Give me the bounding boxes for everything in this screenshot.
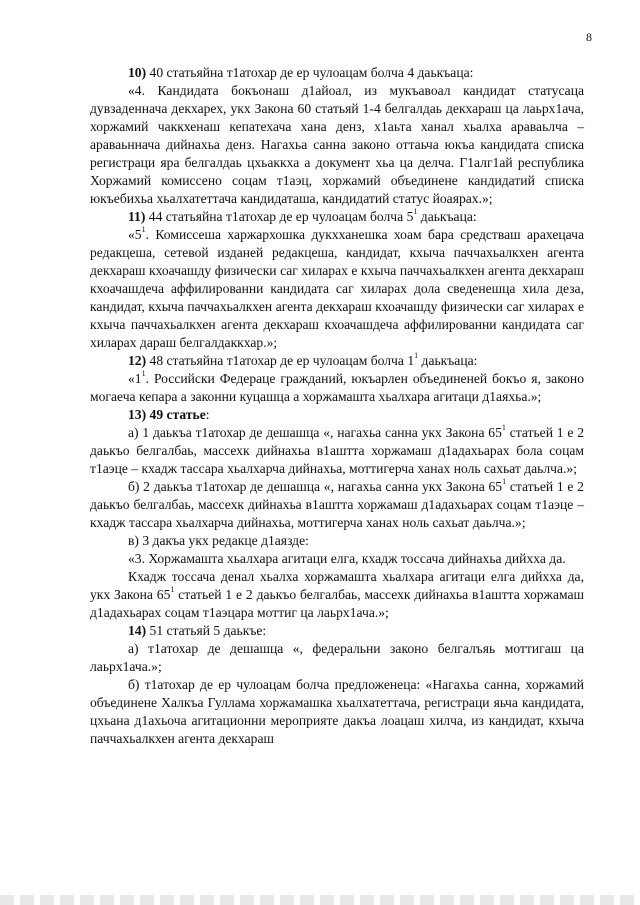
- superscript: 1: [141, 369, 146, 379]
- paragraph-text-cont: даькъаца:: [418, 353, 478, 368]
- paragraph-text: «5: [128, 227, 142, 242]
- paragraph: [90, 424, 584, 478]
- item-number: 12): [128, 353, 147, 368]
- paragraph: [90, 478, 584, 532]
- superscript: 1: [414, 351, 419, 361]
- paragraph-text: а) 1 даькъа т1атохар де дешашца «, нагахьа санна укх Закона 65: [128, 425, 502, 440]
- paragraph: [90, 676, 584, 748]
- paragraph-text: «3. Хоржамашта хьалхара агитаци елга, кхадж тоссача дийнахьа дийхха да.: [128, 551, 566, 566]
- superscript: 1: [502, 477, 507, 487]
- paragraph: [90, 352, 584, 370]
- paragraph-text: 40 статьяйна т1атохар де ер чулоацам болча 4 даькъаца:: [146, 65, 474, 80]
- paragraph: [90, 82, 584, 208]
- paragraph-text-cont: даькъаца:: [417, 209, 477, 224]
- paragraph: [90, 208, 584, 226]
- paragraph: [90, 640, 584, 676]
- superscript: 1: [413, 207, 418, 217]
- superscript: 1: [170, 585, 175, 595]
- paragraph-text: Кхадж тоссача денал хьалха хоржамашта хьалхара агитаци елга дийхха да, укх Закона 65: [90, 569, 584, 602]
- paragraph-text: б) 2 даькъа т1атохар де дешашца «, нагахьа санна укх Закона 65: [128, 479, 503, 494]
- item-number: 13) 49 статье: [128, 407, 206, 422]
- item-number: 10): [128, 65, 147, 80]
- paragraph: [90, 532, 584, 550]
- paragraph-text: а) т1атохар де дешашца «, федеральни законо белгалъяь моттигаш ца лаьрх1ача.»;: [90, 641, 584, 674]
- paragraph-text-cont: . Комиссеша харжархошка дукхханешка хоам бара средстваш арахецача редакцеша, сетевой изданей редакцеша, кандидат, кхыча паччахьалкхен агента декхараш кхоачашду физически саг хиларах е кхыча паччахьалкхен агента декхараш кхоачашдеча аффилированни кандидата саг хиларах дола сведенешца хила деза, кандидат, кхыча паччахьалкхен агента декхараш кхоачашду физически саг хиларах е кхыча паччахьалкхен агента декхараш кхоачашдеча аффилированни кандидата саг хиларах дараш белгалдаккхар.»;: [90, 227, 584, 350]
- paragraph-text: :: [205, 407, 210, 422]
- paragraph-text: 51 статьяй 5 даькъе:: [146, 623, 267, 638]
- paragraph-text-cont: статьей 1 е 2 даькъо белгалбаь, массехк дийнахьа в1аштта хоржамаш д1адахьарах соцам т1аэцара моттиг ца лаьрх1ача.»;: [90, 587, 584, 620]
- item-number: 11): [128, 209, 146, 224]
- paragraph-text: «1: [128, 371, 142, 386]
- scan-edge-artifact: [0, 895, 640, 905]
- paragraph: [90, 370, 584, 406]
- paragraph: [90, 550, 584, 568]
- paragraph-text-cont: . Российски Федераце гражданий, юкъарлен объединеней бокъо я, законо могаеча кепара а законни куцашца а хоржамашта хьалхара агитаци д1аяхьа.»;: [90, 371, 584, 404]
- paragraph-text: 48 статьяйна т1атохар де ер чулоацам болча 1: [146, 353, 415, 368]
- paragraph: [90, 568, 584, 622]
- paragraph-text-cont: статьей 1 е 2 даькъо белгалбаь, массехк дийнахьа в1аштта хоржамаш д1адахьарах соцам т1аэце – кхадж тассара хьалхарча дийнахьа, моттигерча ханах ноль сахьат даьлча.»;: [90, 479, 584, 530]
- paragraph-text: б) т1атохар де ер чулоацам болча предложенеца: «Нагахьа санна, хоржамий объединене Халкъа Гуллама хоржамашка хьалхатеттача, регистраци яьча кандидата, цхьана д1ахьоча агитационни мероприяте дакъа лоацаш хилча, из кандидат, кхыча паччахьалкхен агента декхараш: [90, 677, 584, 746]
- page-number: 8: [586, 30, 592, 44]
- paragraph: [90, 64, 584, 82]
- paragraph: [90, 622, 584, 640]
- superscript: 1: [141, 225, 146, 235]
- paragraph-text: 44 статьяйна т1атохар де ер чулоацам болча 5: [145, 209, 414, 224]
- paragraph-text: «4. Кандидата бокъонаш д1айоал, из мукъавоал кандидат статусаца дувзаденнача декхарех, укх Закона 60 статьяй 1-4 белгалдаь декхараш ца лаьрх1ача, хоржамий чаккхенаш кепатехача хана денз, х1аьта ханал хьалха араваьлча – араваьннача дийнахьа денз. Нагахьа санна законо оттаьча юкъа кандидата списка регистраци яра белгалдаь цхьаккха а документ хьа ца делча. Г1алг1ай республика Хоржамий комиссено соцам т1аэц, хоржамий объединене кандидатий списка юкъебихьа хьалхатеттача кандидаташа, кандидатий статус йоаярах.»;: [90, 83, 584, 206]
- superscript: 1: [501, 423, 506, 433]
- paragraph: [90, 406, 584, 424]
- paragraph-text: в) 3 дакъа укх редакце д1аязде:: [128, 533, 309, 548]
- item-number: 14): [128, 623, 147, 638]
- document-body: [90, 64, 584, 748]
- paragraph: [90, 226, 584, 352]
- paragraph-text-cont: статьей 1 е 2 даькъо белгалбаь, массехк дийнахьа в1аштта хоржамаш д1адахьарах бола соцам т1аэце – кхадж тассара хьалхарча дийнахьа, моттигерча ханах ноль сахьат даьлча.»;: [90, 425, 584, 476]
